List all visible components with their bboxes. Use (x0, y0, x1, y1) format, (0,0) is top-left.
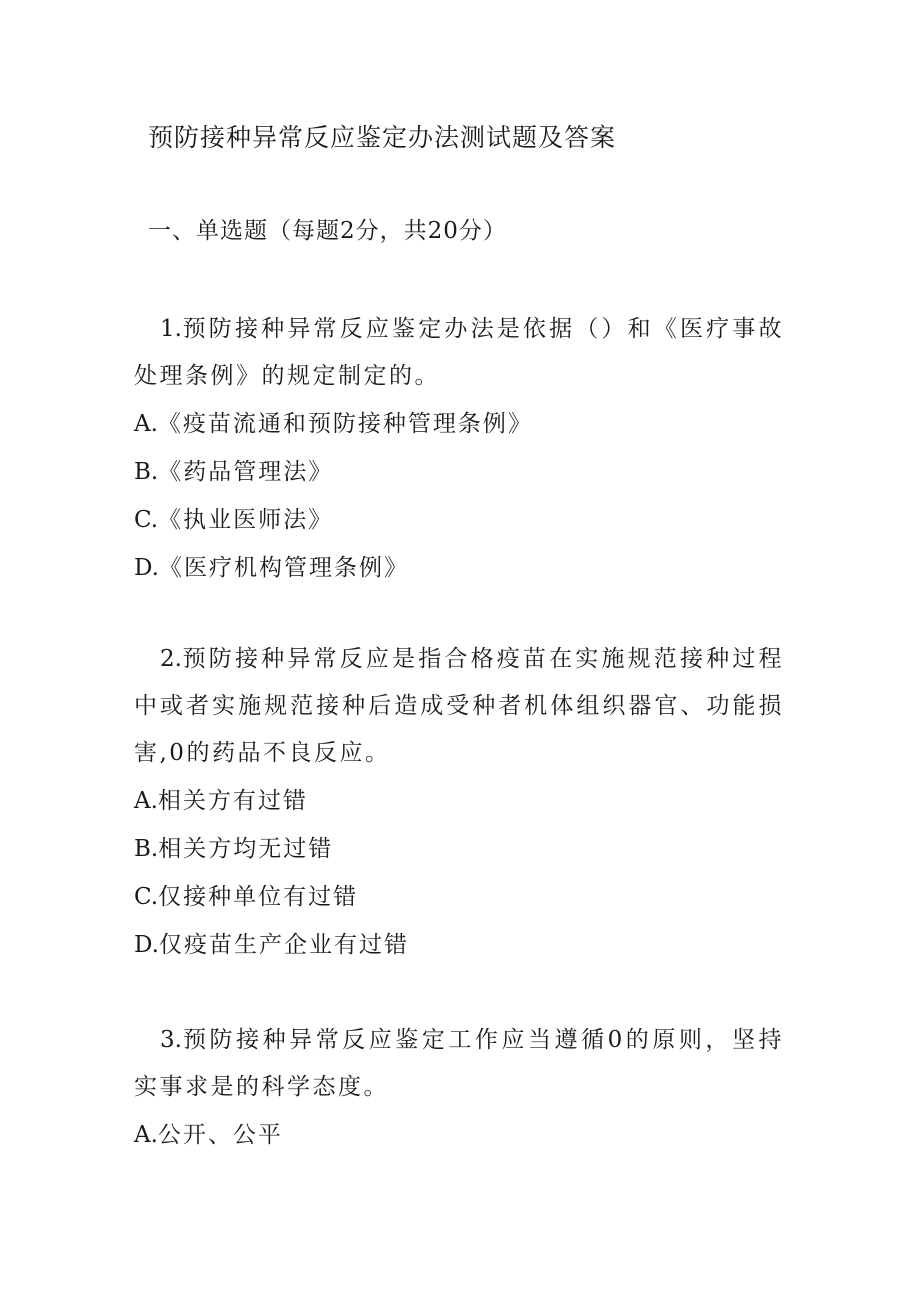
option-a (134, 1111, 784, 1159)
option-text: 相关方有过错 (157, 788, 308, 814)
option-c (134, 873, 784, 921)
option-b (134, 448, 784, 496)
question-stem (134, 1017, 784, 1111)
option-letter: B. (134, 836, 159, 862)
option-letter: D. (134, 555, 159, 581)
option-letter: A. (134, 1122, 158, 1148)
question-stem (134, 306, 784, 400)
question-number: 2. (160, 646, 182, 672)
option-letter: D. (134, 932, 159, 958)
option-text: 仅接种单位有过错 (158, 884, 359, 910)
option-text: 公开、公平 (157, 1122, 283, 1148)
document-title: 预防接种异常反应鉴定办法测试题及答案 (148, 123, 617, 152)
option-text: 仅疫苗生产企业有过错 (158, 932, 409, 958)
option-a (134, 777, 784, 825)
option-text: 《疫苗流通和预防接种管理条例》 (157, 411, 533, 437)
option-text: 《医疗机构管理条例》 (158, 555, 409, 581)
question-2 (134, 636, 784, 969)
option-a (134, 400, 784, 448)
question-1 (134, 306, 784, 592)
question-number: 1. (160, 316, 182, 342)
option-letter: B. (134, 459, 159, 485)
option-text: 《药品管理法》 (158, 459, 334, 485)
option-text: 相关方均无过错 (158, 836, 334, 862)
option-letter: C. (134, 884, 159, 910)
option-d (134, 544, 784, 592)
option-text: 《执业医师法》 (158, 507, 334, 533)
option-d (134, 921, 784, 969)
question-3 (134, 1017, 784, 1159)
option-c (134, 496, 784, 544)
question-number: 3. (160, 1027, 182, 1053)
section-heading: 一、单选题（每题2分，共20分） (148, 218, 507, 244)
question-text: 预防接种异常反应鉴定工作应当遵循0的原则，坚持实事求是的科学态度。 (134, 1027, 784, 1100)
question-stem (134, 636, 784, 777)
option-letter: A. (134, 788, 158, 814)
question-text: 预防接种异常反应鉴定办法是依据（）和《医疗事故处理条例》的规定制定的。 (134, 316, 784, 389)
option-letter: A. (134, 411, 158, 437)
question-text: 预防接种异常反应是指合格疫苗在实施规范接种过程中或者实施规范接种后造成受种者机体组织器官、功能损害,0的药品不良反应。 (134, 646, 784, 766)
option-letter: C. (134, 507, 159, 533)
option-b (134, 825, 784, 873)
